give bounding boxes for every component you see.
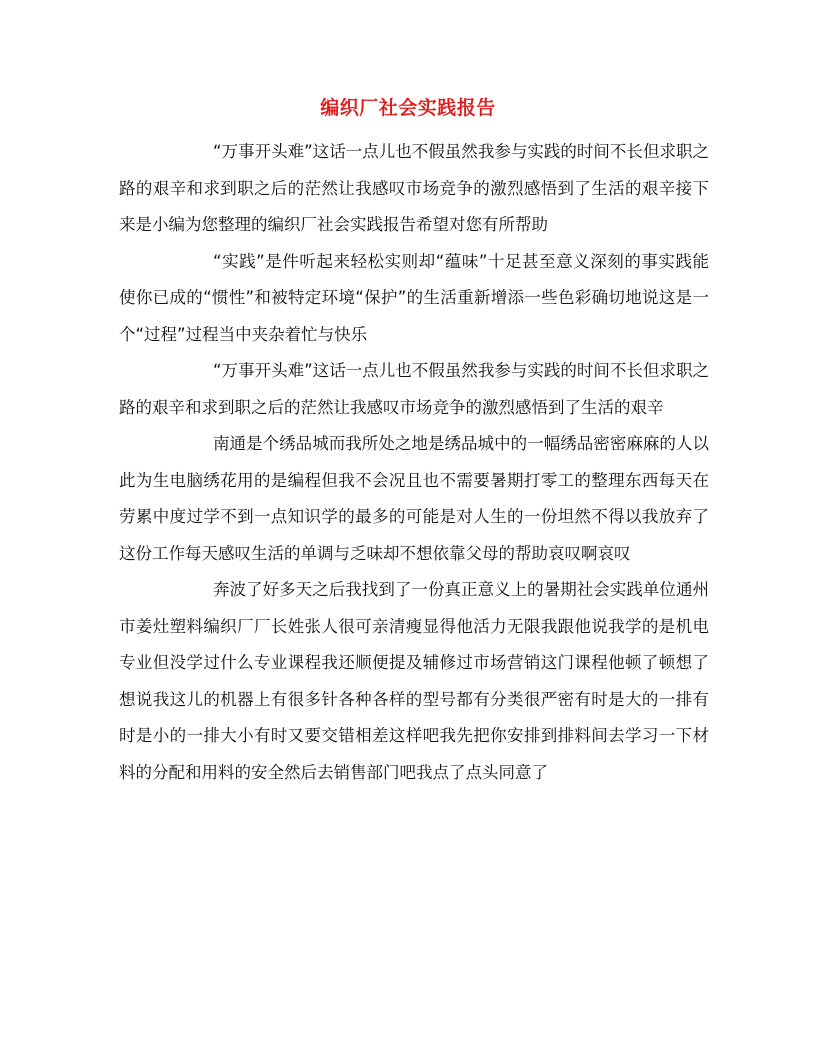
document-title: 编织厂社会实践报告	[320, 97, 496, 119]
paragraph: 南通是个绣品城而我所处之地是绣品城中的一幅绣品密密麻麻的人以此为生电脑绣花用的是编程但我不会况且也不需要暑期打零工的整理东西每天在劳累中度过学不到一点知识学的最多的可能是对人生的一份坦然不得以我放弃了这份工作每天感叹生活的单调与乏味却不想依靠父母的帮助哀叹啊哀叹	[119, 434, 709, 563]
document-body	[119, 134, 709, 791]
paragraph: “实践”是件听起来轻松实则却“蕴味”十足甚至意义深刻的事实践能使你已成的“惯性”和被特定环境“保护”的生活重新增添一些色彩确切地说这是一个“过程”过程当中夹杂着忙与快乐	[119, 251, 709, 344]
paragraph: “万事开头难”这话一点儿也不假虽然我参与实践的时间不长但求职之路的艰辛和求到职之后的茫然让我感叹市场竞争的激烈感悟到了生活的艰辛接下来是小编为您整理的编织厂社会实践报告希望对您有所帮助	[119, 142, 709, 234]
paragraph: “万事开头难”这话一点儿也不假虽然我参与实践的时间不长但求职之路的艰辛和求到职之后的茫然让我感叹市场竞争的激烈感悟到了生活的艰辛	[119, 361, 709, 417]
paragraph: 奔波了好多天之后我找到了一份真正意义上的暑期社会实践单位通州市姜灶塑料编织厂厂长姓张人很可亲清瘦显得他活力无限我跟他说我学的是机电专业但没学过什么专业课程我还顺便提及辅修过市场营销这门课程他顿了顿想了想说我这儿的机器上有很多针各种各样的型号都有分类很严密有时是大的一排有时是小的一排大小有时又要交错相差这样吧我先把你安排到排料间去学习一下材料的分配和用料的安全然后去销售部门吧我点了点头同意了	[119, 580, 709, 782]
